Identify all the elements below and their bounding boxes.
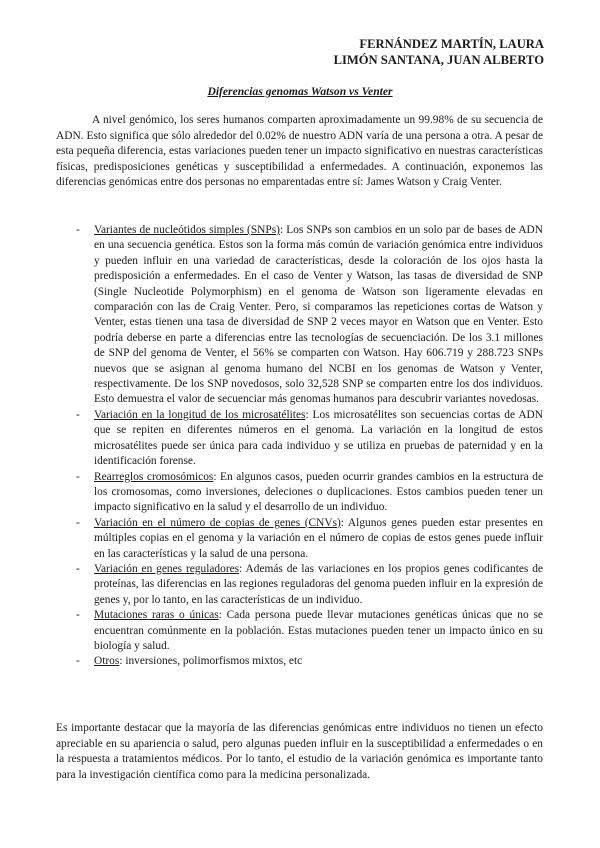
- list-item-snps: [56, 223, 543, 408]
- list-item-chromosomal-rearrangements: [56, 470, 543, 516]
- author-name-1: FERNÁNDEZ MARTÍN, LAURA: [359, 37, 544, 51]
- author-name-2: LIMÓN SANTANA, JUAN ALBERTO: [333, 53, 544, 67]
- list-item-term: Variantes de nucleótidos simples (SNPs): [94, 224, 280, 236]
- list-item-term: Variación en el número de copias de genes (CNVs): [94, 516, 341, 529]
- bullet-dash: -: [76, 655, 80, 668]
- list-item-term: Otros: [94, 655, 120, 668]
- list-item-text: : Los microsatélites son secuencias cortas de ADN que se repiten en diferentes números en el genoma. La variación en la longitud de estos microsatélites puede ser única para cada individuo y se utiliza en pruebas de paternidad y en la identificación forense.: [94, 408, 543, 468]
- list-item-rare-mutations: [56, 608, 543, 654]
- list-item-others: [56, 654, 543, 669]
- bullet-dash: -: [76, 224, 80, 236]
- closing-paragraph: Es importante destacar que la mayoría de las diferencias genómicas entre individuos no tienen un efecto apreciable en su apariencia o salud, pero algunas pueden influir en la susceptibilidad a enfermedades o en la respuesta a tratamientos médicos. Por lo tanto, el estudio de la variación genómica es importante tanto para la investigación científica como para la medicina personalizada.: [56, 722, 543, 781]
- list-item-text: : En algunos casos, pueden ocurrir grandes cambios en la estructura de los cromosomas, como inversiones, deleciones o duplicaciones. Estos cambios pueden tener un impacto significativo en la salud y el desarrollo de un individuo.: [94, 470, 543, 514]
- intro-paragraph: A nivel genómico, los seres humanos comparten aproximadamente un 99.98% de su secuencia de ADN. Esto significa que sólo alrededor del 0.02% de nuestro ADN varía de una persona a otra. A pesar de esta pequeña diferencia, estas variaciones pueden tener un impacto significativo en nuestras características físicas, predisposiciones genéticas y susceptibilidad a enfermedades. A continuación, exponemos las diferencias genómicas entre dos personas no emparentadas entre sí: James Watson y Craig Venter.: [56, 114, 543, 188]
- bullet-dash: -: [76, 516, 80, 529]
- list-item-text: : Los SNPs son cambios en un solo par de bases de ADN en una secuencia genética. Estos son la forma más común de variación genómica entre individuos y pueden influir en una variedad de características, desde la coloración de los ojos hasta la predisposición a enfermedades. En el caso de Venter y Watson, las tasas de diversidad de SNP (Single Nucleotide Polymorphism) en el genoma de Watson son ligeramente elevadas en comparación con las de Craig Venter. Pero, si comparamos las repeticiones cortas de Watson y Venter, estas tienen una tasa de diversidad de SNP 2 veces mayor en Watson que en Venter. Esto podría deberse en parte a diferencias entre las tecnologías de secuenciación. De los 3.1 millones de SNP del genoma de Venter, el 56% se comparten con Watson. Hay 606.719 y 288.723 SNPs nuevos que se asignan al genoma humano del NCBI en los genomas de Watson y Venter, respectivamente. De los SNP novedosos, solo 32,528 SNP se comparten entre los dos individuos. Esto demuestra el valor de secuenciar más genomas humanos para descubrir variantes novedosas.: [94, 224, 543, 406]
- author-header: [334, 36, 544, 68]
- list-item-regulatory-genes: [56, 562, 543, 608]
- list-item-microsatellites: [56, 408, 543, 470]
- bullet-dash: -: [76, 562, 80, 575]
- list-item-term: Variación en la longitud de los microsatélites: [94, 408, 306, 421]
- list-item-text: : Algunos genes pueden estar presentes en múltiples copias en el genoma y la variación en el número de copias de estos genes puede influir en las características y la salud de una persona.: [94, 516, 543, 560]
- list-item-cnvs: [56, 516, 543, 562]
- list-item-text: : inversiones, polimorfismos mixtos, etc: [119, 655, 303, 668]
- bullet-dash: -: [76, 408, 80, 421]
- list-item-text: : Cada persona puede llevar mutaciones genéticas únicas que no se encuentran comúnmente en la población. Estas mutaciones pueden tener un impacto único en su biología y salud.: [94, 609, 543, 652]
- list-item-term: Variación en genes reguladores: [94, 562, 240, 575]
- differences-list: [56, 223, 543, 670]
- document-title: Diferencias genomas Watson vs Venter: [207, 85, 393, 98]
- bullet-dash: -: [76, 609, 80, 622]
- list-item-term: Rearreglos cromosómicos: [94, 470, 214, 483]
- list-item-text: : Además de las variaciones en los propios genes codificantes de proteínas, las diferencias en las regiones reguladoras del genoma pueden influir en la expresión de genes y, por lo tanto, en las características de un individuo.: [94, 562, 543, 606]
- bullet-dash: -: [76, 470, 80, 483]
- list-item-term: Mutaciones raras o únicas: [94, 609, 219, 622]
